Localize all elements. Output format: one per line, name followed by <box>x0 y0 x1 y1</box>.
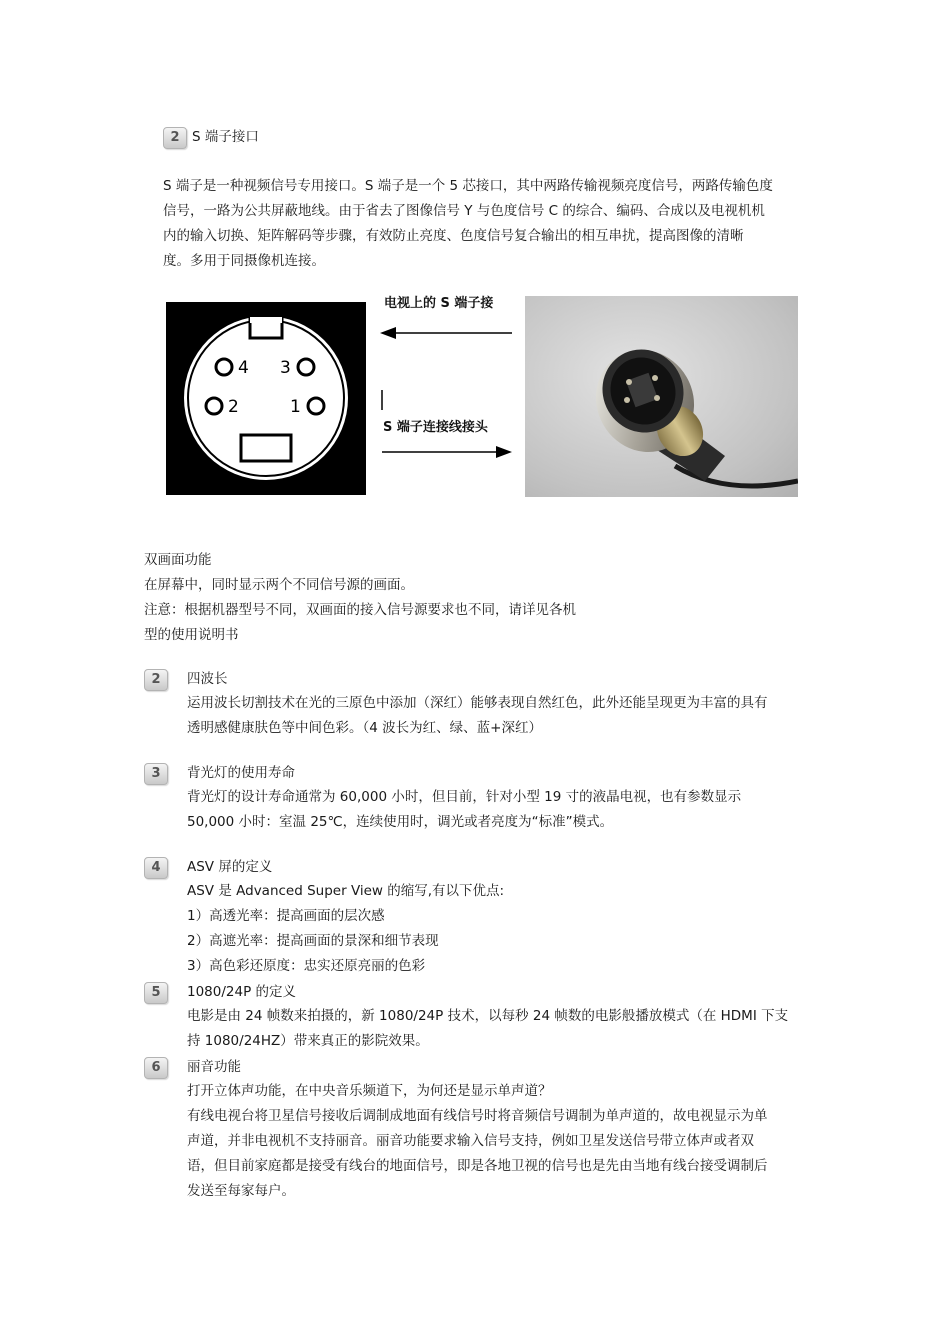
list-item: 3）高色彩还原度：忠实还原亮丽的色彩 <box>187 958 426 974</box>
pin-label: 2 <box>228 397 239 417</box>
section-title: 四波长 <box>187 671 228 687</box>
section-title: 丽音功能 <box>187 1059 241 1075</box>
number-badge: 2 <box>144 669 168 691</box>
paragraph-line: 型的使用说明书 <box>144 627 239 643</box>
dual-screen-block <box>144 548 576 648</box>
paragraph-line: 50,000 小时：室温 25℃，连续使用时，调光或者亮度为“标准”模式。 <box>187 814 614 830</box>
paragraph-line: 度。多用于同摄像机连接。 <box>163 253 325 269</box>
paragraph-line: S 端子是一种视频信号专用接口。S 端子是一个 5 芯接口，其中两路传输视频亮度信号，两路传输色度 <box>163 178 773 194</box>
section-title-s-port: S 端子接口 <box>192 129 259 145</box>
pin-label: 3 <box>280 358 291 378</box>
paragraph-line: 内的输入切换、矩阵解码等步骤，有效防止亮度、色度信号复合输出的相互串扰，提高图像的清晰 <box>163 228 744 244</box>
s-video-cable-photo <box>525 296 798 497</box>
section-title: 1080/24P 的定义 <box>187 984 297 1000</box>
section-title: ASV 屏的定义 <box>187 859 273 875</box>
paragraph-line: 语，但目前家庭都是接受有线台的地面信号，即是各地卫视的信号也是先由当地有线台接受调制后 <box>187 1158 768 1174</box>
paragraph-line: 电影是由 24 帧数来拍摄的，新 1080/24P 技术，以每秒 24 帧数的电影般播放模式（在 HDMI 下支 <box>187 1008 789 1024</box>
section-body <box>187 879 504 979</box>
pin-label: 4 <box>238 358 249 378</box>
paragraph-line: ASV 是 Advanced Super View 的缩写,有以下优点: <box>187 883 505 899</box>
number-badge: 3 <box>144 763 168 785</box>
section-title: 背光灯的使用寿命 <box>187 765 295 781</box>
arrow-right-icon <box>380 445 514 459</box>
section-body <box>187 1004 788 1054</box>
paragraph-line: 透明感健康肤色等中间色彩。（4 波长为红、绿、蓝+深红） <box>187 720 542 736</box>
paragraph-line: 有线电视台将卫星信号接收后调制成地面有线信号时将音频信号调制为单声道的，故电视显示为单 <box>187 1108 768 1124</box>
paragraph-line: 发送至每家每户。 <box>187 1183 295 1199</box>
paragraph-line: 注意：根据机器型号不同，双画面的接入信号源要求也不同，请详见各机 <box>144 602 576 618</box>
list-item: 2）高遮光率：提高画面的景深和细节表现 <box>187 933 439 949</box>
number-badge: 2 <box>163 127 187 149</box>
number-badge: 6 <box>144 1057 168 1079</box>
tv-connector-label: 电视上的 S 端子接 <box>384 296 494 311</box>
section-body <box>187 1079 768 1204</box>
number-badge: 5 <box>144 982 168 1004</box>
paragraph-line: 信号，一路为公共屏蔽地线。由于省去了图像信号 Y 与色度信号 C 的综合、编码、合成以及电视机机 <box>163 203 765 219</box>
arrow-left-icon <box>380 326 514 340</box>
pin-label: 1 <box>290 397 301 417</box>
s-video-connector-icon <box>166 302 366 495</box>
section-body <box>187 691 768 741</box>
paragraph-line: 背光灯的设计寿命通常为 60,000 小时，但目前，针对小型 19 寸的液晶电视，也有参数显示 <box>187 789 742 805</box>
s-video-pin-diagram <box>166 302 366 495</box>
paragraph-line: 打开立体声功能，在中央音乐频道下，为何还是显示单声道？ <box>187 1083 552 1099</box>
paragraph-line: 运用波长切割技术在光的三原色中添加（深红）能够表现自然红色，此外还能呈现更为丰富的具有 <box>187 695 768 711</box>
paragraph-line: 声道，并非电视机不支持丽音。丽音功能要求输入信号支持，例如卫星发送信号带立体声或者双 <box>187 1133 754 1149</box>
cable-connector-label: S 端子连接线接头 <box>383 420 488 435</box>
number-badge: 4 <box>144 857 168 879</box>
dual-screen-title: 双画面功能 <box>144 552 212 568</box>
paragraph-line: 在屏幕中，同时显示两个不同信号源的画面。 <box>144 577 414 593</box>
section-body <box>187 785 741 835</box>
s-port-paragraph <box>163 174 773 274</box>
list-item: 1）高透光率：提高画面的层次感 <box>187 908 385 924</box>
cable-plug-icon <box>525 296 798 497</box>
paragraph-line: 持 1080/24HZ）带来真正的影院效果。 <box>187 1033 429 1049</box>
text-cursor-mark <box>380 390 384 410</box>
